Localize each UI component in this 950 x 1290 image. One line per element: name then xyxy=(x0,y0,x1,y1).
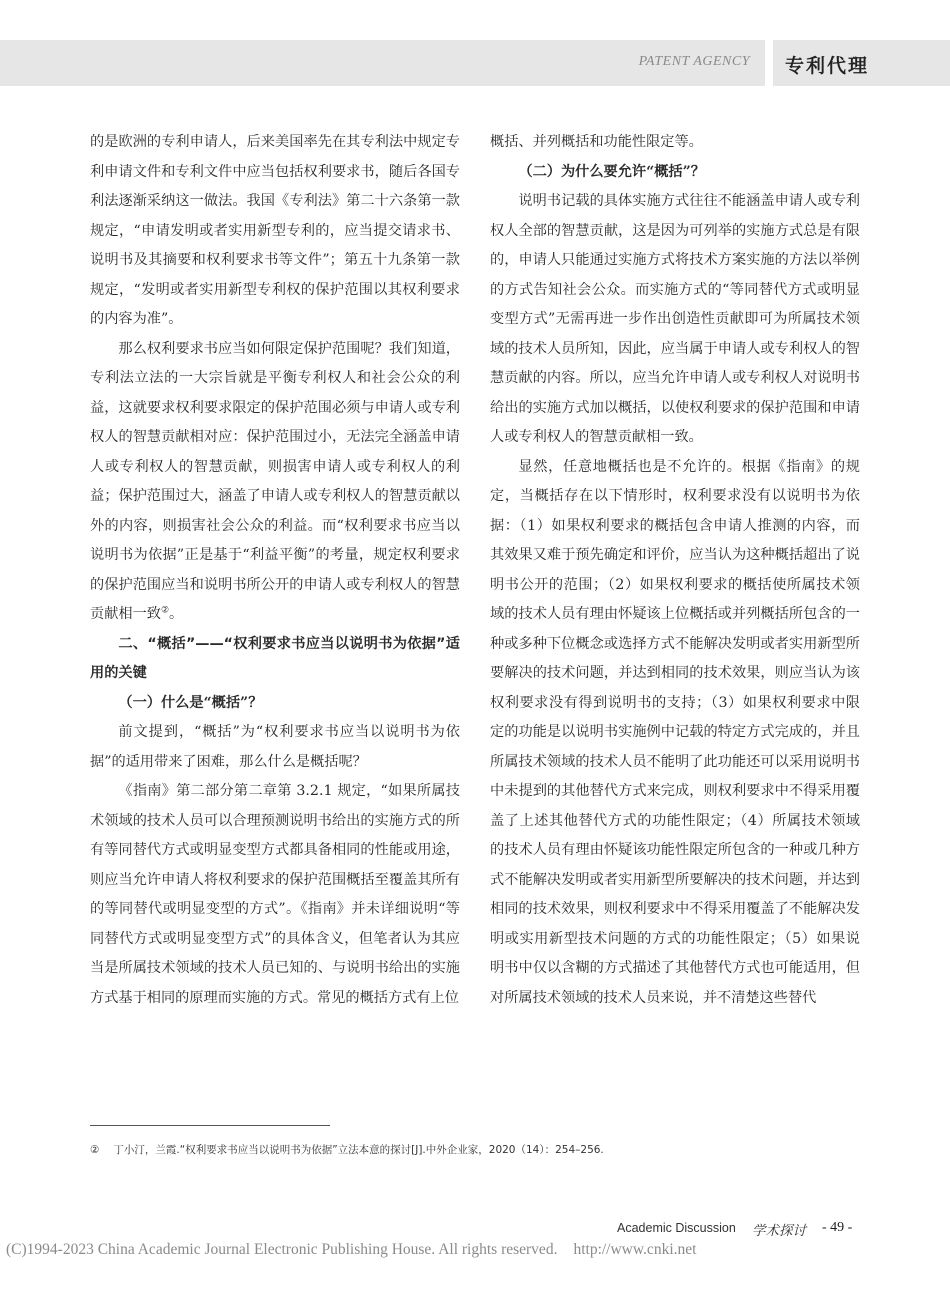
footnote-divider xyxy=(90,1125,330,1126)
paragraph: 那么权利要求书应当如何限定保护范围呢？我们知道，专利法立法的一大宗旨就是平衡专利权人和社会公众的利益，这就要求权利要求限定的保护范围必须与申请人或专利权人的智慧贡献相对应：保护范围过小，无法完全涵盖申请人或专利权人的智慧贡献，则损害申请人或专利权人的利益；保护范围过大，涵盖了申请人或专利权人的智慧贡献以外的内容，则损害社会公众的利益。而“权利要求书应当以说明书为依据”正是基于“利益平衡”的考量，规定权利要求的保护范围应当和说明书所公开的申请人或专利权人的智慧贡献相一致②。 xyxy=(90,340,460,622)
paragraph: 说明书记载的具体实施方式往往不能涵盖申请人或专利权人全部的智慧贡献，这是因为可列举的实施方式总是有限的，申请人只能通过实施方式将技术方案实施的方法以举例的方式告知社会公众。而实施方式的“等同替代方式或明显变型方式”无需再进一步作出创造性贡献即可为所属技术领域的技术人员所知，因此，应当属于申请人或专利权人的智慧贡献的内容。所以，应当允许申请人或专利权人对说明书给出的实施方式加以概括，以使权利要求的保护范围和申请人或专利权人的智慧贡献相一致。 xyxy=(490,193,860,445)
paragraph: 概括、并列概括和功能性限定等。 xyxy=(490,134,703,150)
copyright-notice xyxy=(6,1241,696,1259)
footnote-mark: ② xyxy=(90,1144,100,1156)
paragraph: 显然，任意地概括也是不允许的。根据《指南》的规定，当概括存在以下情形时，权利要求没有以说明书为依据：（1）如果权利要求的概括包含申请人推测的内容，而其效果又难于预先确定和评价，应当认为这种概括超出了说明书公开的范围；（2）如果权利要求的概括使所属技术领域的技术人员有理由怀疑该上位概括或并列概括所包含的一种或多种下位概念或选择方式不能解决发明或者实用新型所要解决的技术问题，并达到相同的技术效果，则应当认为该权利要求没有得到说明书的支持；（3）如果权利要求中限定的功能是以说明书实施例中记载的特定方式完成的，并且所属技术领域的技术人员不能明了此功能还可以采用说明书中未提到的其他替代方式来完成，则权利要求中不得采用覆盖了上述其他替代方式的功能性限定；（4）所属技术领域的技术人员有理由怀疑该功能性限定所包含的一种或几种方式不能解决发明或者实用新型所要解决的技术问题，并达到相同的技术效果，则权利要求中不得采用覆盖了不能解决发明或实用新型技术问题的方式的功能性限定；（5）如果说明书中仅以含糊的方式描述了其他替代方式也可能适用，但对所属技术领域的技术人员来说，并不清楚这些替代 xyxy=(490,458,860,1006)
journal-section-english: PATENT AGENCY xyxy=(638,54,750,69)
footer-section-chinese: 学术探讨 xyxy=(752,1223,806,1239)
paragraph: 的是欧洲的专利申请人，后来美国率先在其专利法中规定专利申请文件和专利文件中应当包括权利要求书，随后各国专利法逐渐采纳这一做法。我国《专利法》第二十六条第一款规定，“申请发明或者实用新型专利的，应当提交请求书、说明书及其摘要和权利要求书等文件”；第五十九条第一款规定，“发明或者实用新型专利权的保护范围以其权利要求的内容为准”。 xyxy=(90,134,460,327)
right-column xyxy=(490,128,860,1013)
subsection-heading: （一）什么是“概括”？ xyxy=(118,694,263,711)
journal-section-chinese: 专利代理 xyxy=(785,55,870,77)
subsection-heading: （二）为什么要允许“概括”？ xyxy=(518,163,705,180)
footer-section-english: Academic Discussion xyxy=(617,1221,736,1235)
footnote-text: 丁小汀，兰霞.“权利要求书应当以说明书为依据”立法本意的探讨[J].中外企业家，2020（14）：254–256. xyxy=(113,1144,604,1156)
section-heading: 二、“概括”——“权利要求书应当以说明书为依据”适用的关键 xyxy=(90,635,460,681)
copyright-link[interactable]: http://www.cnki.net xyxy=(573,1241,697,1258)
paragraph: 《指南》第二部分第二章第 3.2.1 规定，“如果所属技术领域的技术人员可以合理预测说明书给出的实施方式的所有等同替代方式或明显变型方式都具备相同的性能或用途，则应当允许申请人将权利要求的保护范围概括至覆盖其所有的等同替代或明显变型的方式”。《指南》并未详细说明“等同替代方式或明显变型方式”的具体含义，但笔者认为其应当是所属技术领域的技术人员已知的、与说明书给出的实施方式基于相同的原理而实施的方式。常见的概括方式有上位 xyxy=(90,783,460,1006)
copyright-text: (C)1994-2023 China Academic Journal Electronic Publishing House. All rights reserved. xyxy=(6,1241,558,1258)
footnote-ref: ② xyxy=(160,605,170,616)
footnote xyxy=(90,1142,870,1157)
page-number: - 49 - xyxy=(822,1220,853,1235)
left-column xyxy=(90,128,460,1013)
header-separator xyxy=(765,40,773,86)
paragraph: 前文提到，“概括”为“权利要求书应当以说明书为依据”的适用带来了困难，那么什么是概括呢？ xyxy=(90,724,460,770)
